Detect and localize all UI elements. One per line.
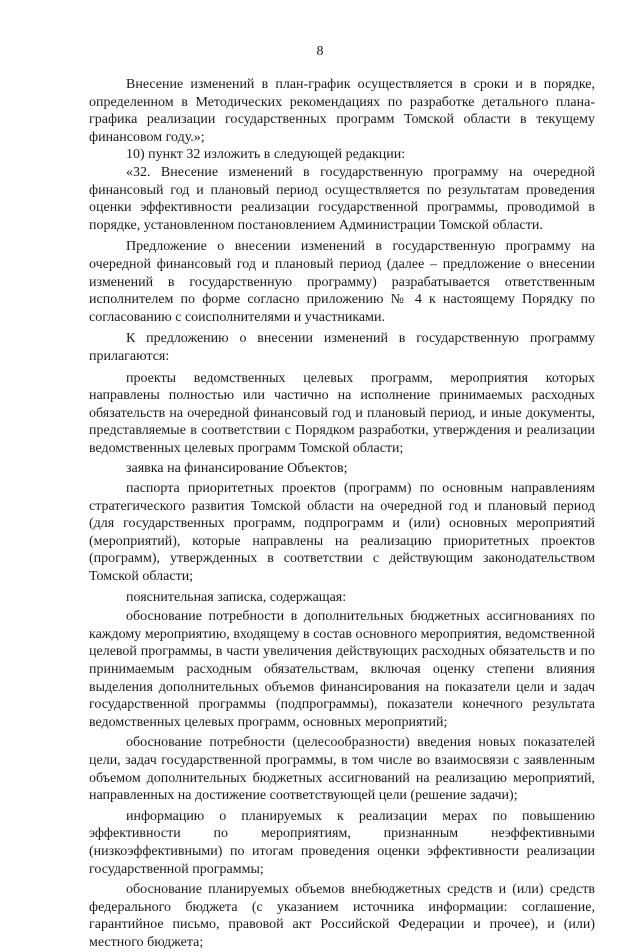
paragraph: пояснительная записка, содержащая: [126, 589, 347, 605]
paragraph: «32. Внесение изменений в государственную программу на очередной финансовый год и плановый период осуществляется по результатам проведения оценки эффективности реализации государственной программы, проводимой в порядке, установленном постановлением Администрации Томской области. [89, 164, 595, 233]
paragraph: проекты ведомственных целевых программ, мероприятия которых направлены полностью или частично на исполнение принимаемых расходных обязательств на очередной финансовый год и плановый период, и иные документы, представляемые в соответствии с Порядком разработки, утверждения и реализации ведомственных целевых программ Томской области; [89, 370, 595, 456]
page-number: 8 [316, 44, 324, 59]
paragraph: Предложение о внесении изменений в государственную программу на очередной финансовый год и плановый период (далее – предложение о внесении изменений в государственную программу) разрабатывается ответственным исполнителем по форме согласно приложению № 4 к настоящему Порядку по согласованию с соисполнителями и участниками. [89, 239, 595, 325]
paragraph: К предложению о внесении изменений в государственную программу прилагаются: [89, 331, 595, 364]
paragraph: заявка на финансирование Объектов; [126, 461, 348, 477]
paragraph: паспорта приоритетных проектов (программ) по основным направлениям стратегического развития Томской области на очередной год и плановый период (для государственных программ, подпрограмм и (или) основных мероприятий (мероприятий), которые направлены на реализацию приоритетных проектов (программ), утвержденных в соответствии с действующим законодательством Томской области; [89, 481, 595, 585]
paragraph: обоснование потребности в дополнительных бюджетных ассигнованиях по каждому мероприятию, входящему в состав основного мероприятия, ведомственной целевой программы, в части увеличения действующих расходных обязательств и по принимаемым расходным обязательствам, включая оценку степени влияния выделения дополнительных объемов финансирования на показатели цели и задач государственной программы (подпрограммы), показатели конечного результата ведомственных целевых программ, основных мероприятий; [89, 609, 595, 730]
paragraph: обоснование потребности (целесообразности) введения новых показателей цели, задач государственной программы, в том числе во взаимосвязи с заявленным объемом дополнительных бюджетных ассигнований на реализацию мероприятий, направленных на достижение соответствующей цели (решение задачи); [89, 735, 595, 804]
paragraph: обоснование планируемых объемов внебюджетных средств и (или) средств федерального бюджета (с указанием источника информации: соглашение, гарантийное письмо, правовой акт Российской Федерации и прочее), и (или) местного бюджета; [89, 882, 595, 950]
paragraph: Внесение изменений в план-график осуществляется в сроки и в порядке, определенном в Методических рекомендациях по разработке детального плана-графика реализации государственных программ Томской области в текущему финансовом году.»; [89, 77, 595, 145]
paragraph: 10) пункт 32 изложить в следующей редакции: [126, 147, 406, 163]
paragraph: информацию о планируемых к реализации мерах по повышению эффективности по мероприятиям, признанным неэффективными (низкоэффективными) по итогам проведения оценки эффективности реализации государственной программы; [89, 808, 595, 877]
document-body [89, 76, 595, 952]
